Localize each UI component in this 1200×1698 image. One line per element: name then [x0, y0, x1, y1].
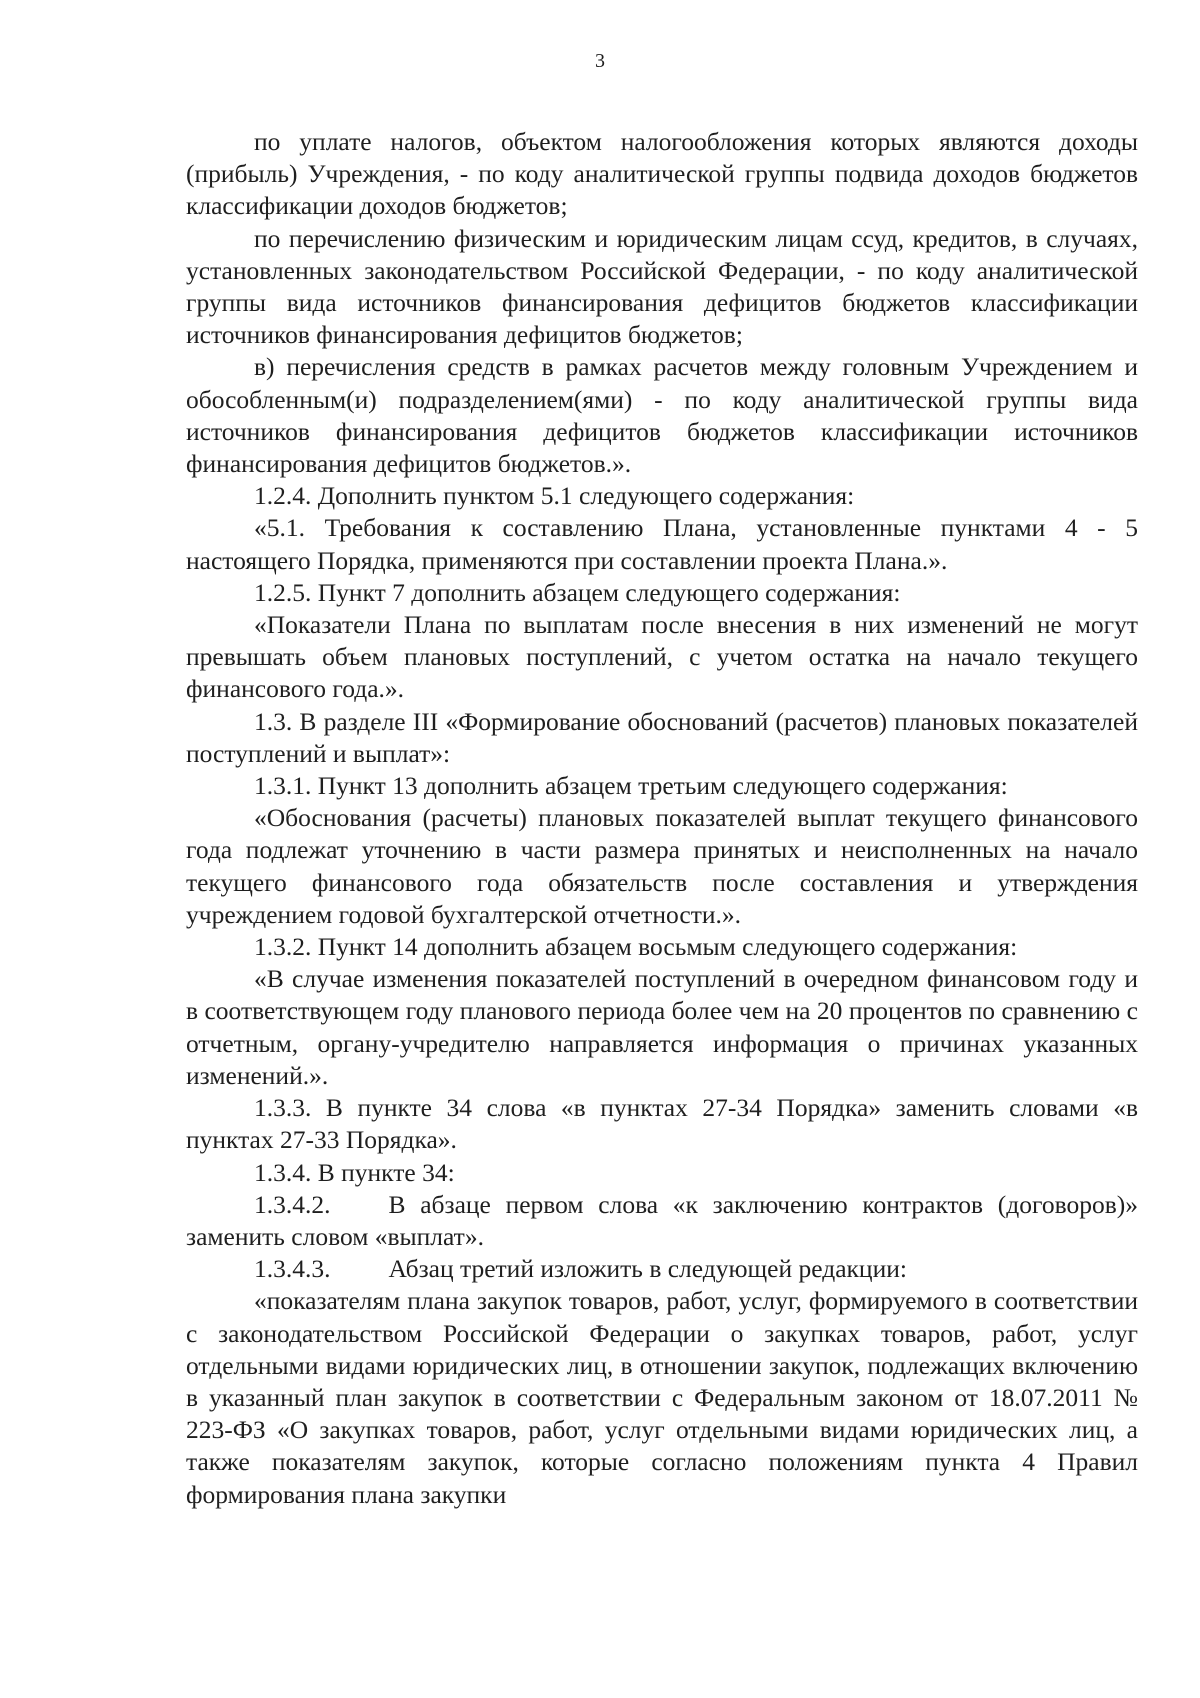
paragraph: «Обоснования (расчеты) плановых показателей выплат текущего финансового года подлежат уточнению в части размера принятых и неисполненных на начало текущего финансового года обязательств после составления и утверждения учреждением годовой бухгалтерской отчетности.». [186, 803, 1138, 929]
paragraph: «В случае изменения показателей поступлений в очередном финансовом году и в соответствующем году планового периода более чем на 20 процентов по сравнению с отчетным, органу-учредителю направляется информация о причинах указанных изменений.». [186, 964, 1138, 1090]
item-number: 1.3.4.2. [254, 1189, 331, 1219]
paragraph: 1.3.3. В пункте 34 слова «в пунктах 27-34 Порядка» заменить словами «в пунктах 27-33 Порядка». [186, 1093, 1138, 1155]
paragraph: 1.3.2. Пункт 14 дополнить абзацем восьмым следующего содержания: [254, 932, 1018, 962]
paragraph: 1.2.4. Дополнить пунктом 5.1 следующего содержания: [254, 481, 855, 511]
paragraph: 1.2.5. Пункт 7 дополнить абзацем следующего содержания: [254, 577, 901, 607]
document-body [186, 126, 1138, 1511]
paragraph: «Показатели Плана по выплатам после внесения в них изменений не могут превышать объем плановых поступлений, с учетом остатка на начало текущего финансового года.». [186, 610, 1138, 704]
item-text: Абзац третий изложить в следующей редакции: [388, 1254, 907, 1284]
paragraph: 1.3.1. Пункт 13 дополнить абзацем третьим следующего содержания: [254, 771, 1008, 801]
page-number: 3 [595, 50, 605, 72]
paragraph: в) перечисления средств в рамках расчетов между головным Учреждением и обособленным(и) подразделением(ями) - по коду аналитической группы вида источников финансирования дефицитов бюджетов классификации источников финансирования дефицитов бюджетов.». [186, 352, 1138, 479]
paragraph: 1.3.4. В пункте 34: [254, 1157, 455, 1187]
paragraph: 1.3. В разделе III «Формирование обоснований (расчетов) плановых показателей поступлений и выплат»: [186, 706, 1138, 768]
paragraph: «5.1. Требования к составлению Плана, установленные пунктами 4 - 5 настоящего Порядка, применяются при составлении проекта Плана.». [186, 513, 1138, 575]
paragraph: по уплате налогов, объектом налогообложения которых являются доходы (прибыль) Учреждения, - по коду аналитической группы подвида доходов бюджетов классификации доходов бюджетов; [186, 127, 1138, 221]
numbered-item [186, 1253, 1138, 1285]
paragraph: по перечислению физическим и юридическим лицам ссуд, кредитов, в случаях, установленных законодательством Российской Федерации, - по коду аналитической группы вида источников финансирования дефицитов бюджетов классификации источников финансирования дефицитов бюджетов; [186, 223, 1138, 350]
item-number: 1.3.4.3. [254, 1254, 331, 1284]
paragraph: «показателям плана закупок товаров, работ, услуг, формируемого в соответствии с законодательством Российской Федерации о закупках товаров, работ, услуг отдельными видами юридических лиц, в отношении закупок, подлежащих включению в указанный план закупок в соответствии с Федеральным законом от 18.07.2011 № 223-ФЗ «О закупках товаров, работ, услуг отдельными видами юридических лиц, а также показателям закупок, которые согласно положениям пункта 4 Правил формирования плана закупки [186, 1286, 1138, 1509]
numbered-item [186, 1189, 1138, 1253]
item-text: В абзаце первом слова «к заключению контрактов (договоров)» заменить словом «выплат». [186, 1189, 1138, 1251]
